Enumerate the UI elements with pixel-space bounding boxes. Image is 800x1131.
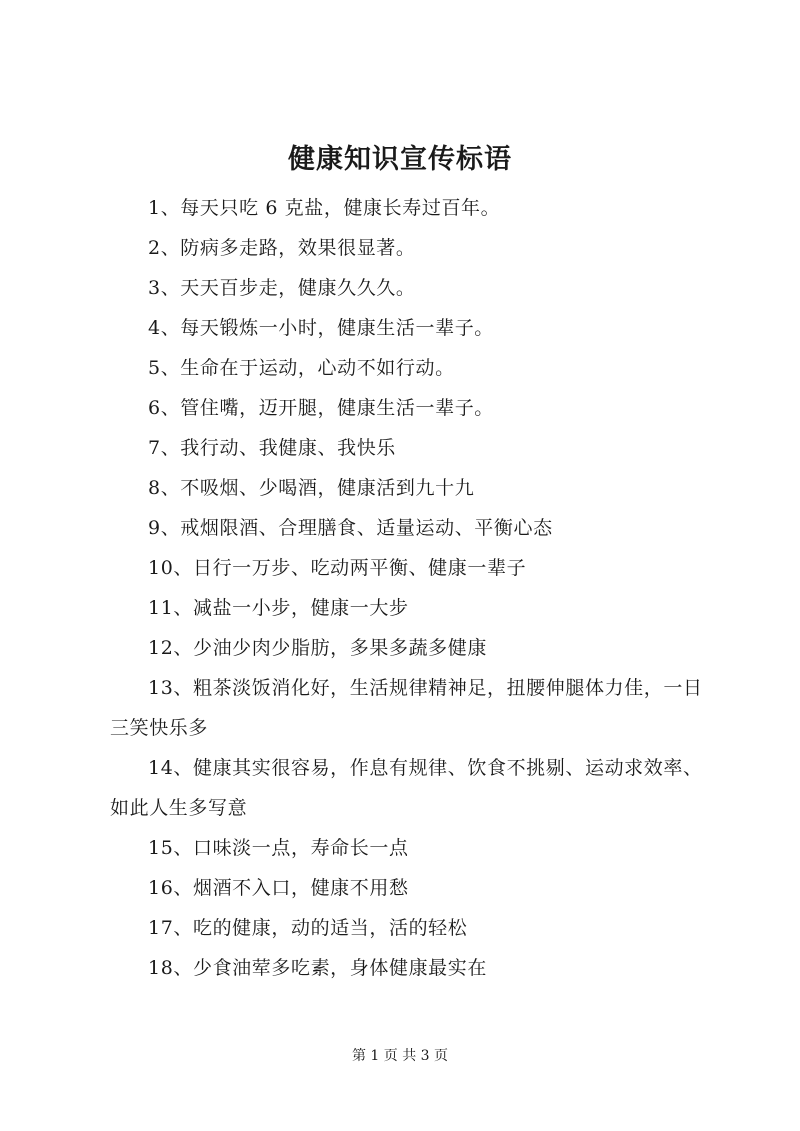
slogan-item: 6、管住嘴，迈开腿，健康生活一辈子。	[148, 397, 494, 419]
slogan-item: 13、粗茶淡饭消化好，生活规律精神足，扭腰伸腿体力佳，一日三笑快乐多	[110, 677, 703, 739]
page-number-footer: 第 1 页 共 3 页	[351, 1048, 449, 1064]
slogan-item: 18、少食油荤多吃素，身体健康最实在	[148, 957, 487, 979]
slogan-list	[110, 188, 710, 988]
slogan-item: 16、烟酒不入口，健康不用愁	[148, 877, 409, 899]
slogan-item: 11、减盐一小步，健康一大步	[148, 597, 409, 619]
slogan-item: 1、每天只吃 6 克盐，健康长寿过百年。	[148, 197, 501, 219]
slogan-item: 15、口味淡一点，寿命长一点	[148, 837, 409, 859]
slogan-item: 2、防病多走路，效果很显著。	[148, 237, 416, 259]
slogan-item: 12、少油少肉少脂肪，多果多蔬多健康	[148, 637, 487, 659]
slogan-item: 7、我行动、我健康、我快乐	[148, 437, 396, 459]
slogan-item: 4、每天锻炼一小时，健康生活一辈子。	[148, 317, 494, 339]
slogan-item: 5、生命在于运动，心动不如行动。	[148, 357, 455, 379]
slogan-item: 10、日行一万步、吃动两平衡、健康一辈子	[148, 557, 527, 579]
slogan-item: 8、不吸烟、少喝酒，健康活到九十九	[148, 477, 475, 499]
slogan-item: 14、健康其实很容易，作息有规律、饮食不挑剔、运动求效率、如此人生多写意	[110, 757, 703, 819]
slogan-item: 17、吃的健康，动的适当，活的轻松	[148, 917, 468, 939]
slogan-item: 9、戒烟限酒、合理膳食、适量运动、平衡心态	[148, 517, 553, 539]
slogan-item: 3、天天百步走，健康久久久。	[148, 277, 416, 299]
document-title: 健康知识宣传标语	[288, 144, 512, 175]
